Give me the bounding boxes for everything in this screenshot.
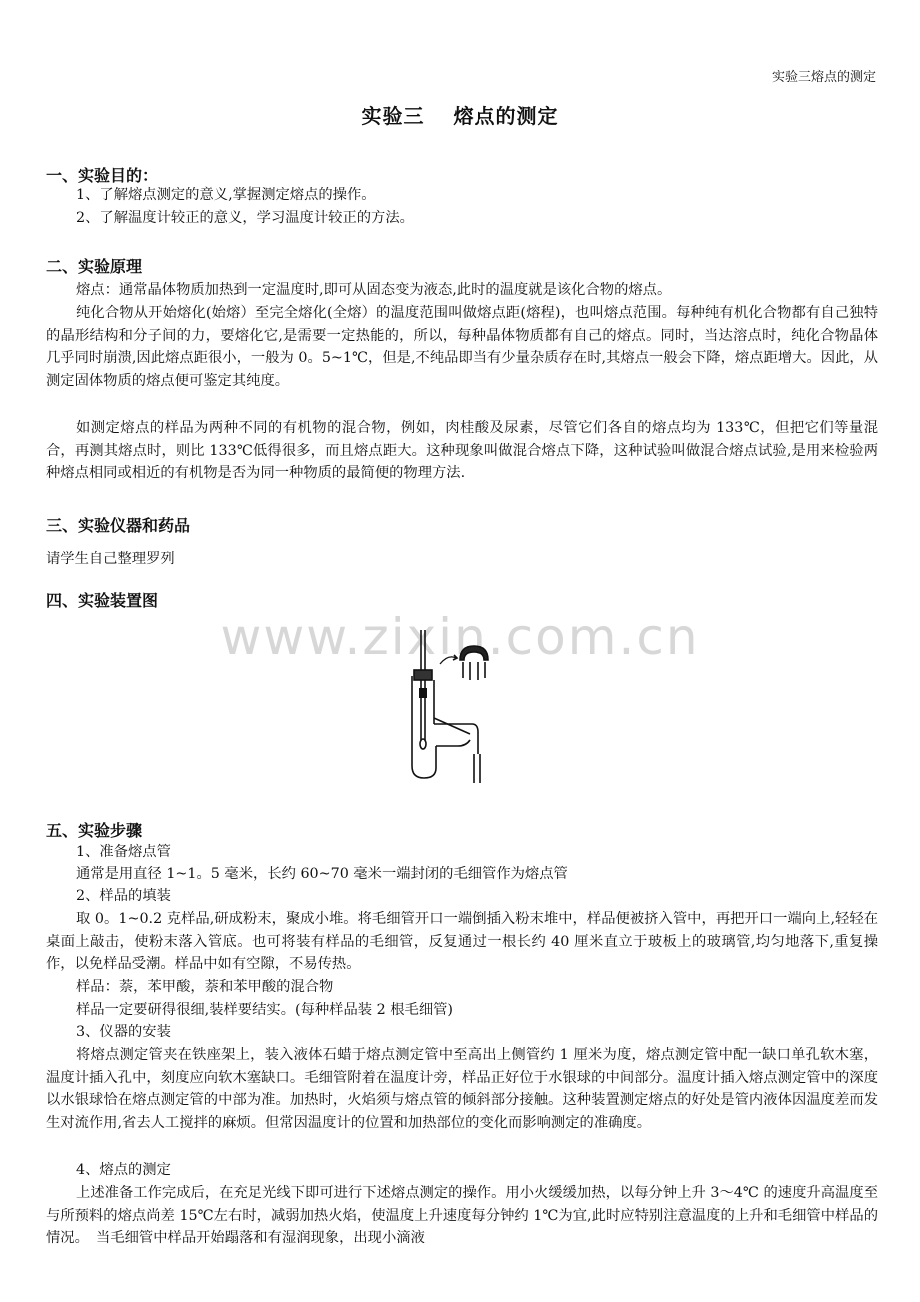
step-3-title: 3、仪器的安装	[76, 1024, 171, 1040]
samples-list: 样品：萘，苯甲酸，萘和苯甲酸的混合物	[76, 979, 334, 995]
principle-paragraph-3: 如测定熔点的样品为两种不同的有机物的混合物，例如，肉桂酸及尿素，尽管它们各自的熔点均为 133℃，但把它们等量混合，再测其熔点时，则比 133℃低得很多，而且熔点距大。这种现象叫做混合熔点下降，这种试验叫做混合熔点试验,是用来检验两种熔点相同或相近的有机物是否为同一种物质的最简便的物理方法.	[46, 420, 878, 481]
step-1-text: 通常是用直径 1~1。5 毫米，长约 60~70 毫米一端封闭的毛细管作为熔点管	[76, 866, 568, 882]
principle-paragraph-2: 纯化合物从开始熔化(始熔）至完全熔化(全熔）的温度范围叫做熔点距(熔程)，也叫熔点范围。每种纯有机化合物都有自己独特的晶形结构和分子间的力，要熔化它,是需要一定热能的，所以，每种晶体物质都有自己的熔点。同时，当达溶点时，纯化合物晶体几乎同时崩溃,因此熔点距很小，一般为 0。5~1℃，但是,不纯品即当有少量杂质存在时,其熔点一般会下降，熔点距增大。因此，从测定固体物质的熔点便可鉴定其纯度。	[46, 305, 878, 389]
step-2-title: 2、样品的填装	[76, 888, 171, 904]
step-4-text: 上述准备工作完成后，在充足光线下即可进行下述熔点测定的操作。用小火缓缓加热，以每分钟上升 3～4℃ 的速度升高温度至与所预料的熔点尚差 15℃左右时，减弱加热火焰，使温度上升速度每分钟约 1℃为宜,此时应特别注意温度的上升和毛细管中样品的情况。 当毛细管中样品开始蹋落和有湿润现象，出现小滴液	[46, 1185, 878, 1246]
watermark: www.zixin.com.cn	[220, 608, 700, 666]
melting-point-apparatus-diagram	[400, 628, 510, 783]
equipment-note: 请学生自己整理罗列	[46, 551, 175, 567]
step-4-title: 4、熔点的测定	[76, 1162, 171, 1178]
section-5-heading: 五、实验步骤	[46, 821, 143, 840]
section-2-heading: 二、实验原理	[46, 257, 143, 276]
objective-1: 1、了解熔点测定的意义,掌握测定熔点的操作。	[76, 187, 376, 203]
step-3-text: 将熔点测定管夹在铁座架上，装入液体石蜡于熔点测定管中至高出上侧管约 1 厘米为度，熔点测定管中配一缺口单孔软木塞，温度计插入孔中，刻度应向软木塞缺口。毛细管附着在温度计旁，样品正好位于水银球的中间部分。温度计插入熔点测定管中的深度以水银球恰在熔点测定管的中部为准。加热时，火焰须与熔点管的倾斜部分接触。这种装置测定熔点的好处是管内液体因温度差而发生对流作用,省去人工搅拌的麻烦。但常因温度计的位置和加热部位的变化而影响测定的准确度。	[46, 1047, 878, 1131]
page-header: 实验三熔点的测定	[771, 70, 876, 85]
section-3-heading: 三、实验仪器和药品	[46, 516, 191, 535]
principle-paragraph-1: 熔点：通常晶体物质加热到一定温度时,即可从固态变为液态,此时的温度就是该化合物的熔点。	[76, 282, 672, 298]
section-1-heading: 一、实验目的：	[46, 166, 159, 185]
sample-note: 样品一定要研得很细,装样要结实。(每种样品装 2 根毛细管)	[76, 1002, 454, 1018]
step-1-title: 1、准备熔点管	[76, 844, 171, 860]
section-4-heading: 四、实验装置图	[46, 591, 159, 610]
step-2-text: 取 0。1~0.2 克样品,研成粉末，聚成小堆。将毛细管开口一端倒插入粉末堆中，样品便被挤入管中，再把开口一端向上,轻轻在桌面上敲击，使粉末落入管底。也可将装有样品的毛细管，反复通过一根长约 40 厘米直立于玻板上的玻璃管,均匀地落下,重复操作，以免样品受潮。样品中如有空隙，不易传热。	[46, 911, 878, 972]
page-title: 实验三 熔点的测定	[361, 104, 559, 128]
objective-2: 2、了解温度计较正的意义，学习温度计较正的方法。	[76, 210, 414, 226]
